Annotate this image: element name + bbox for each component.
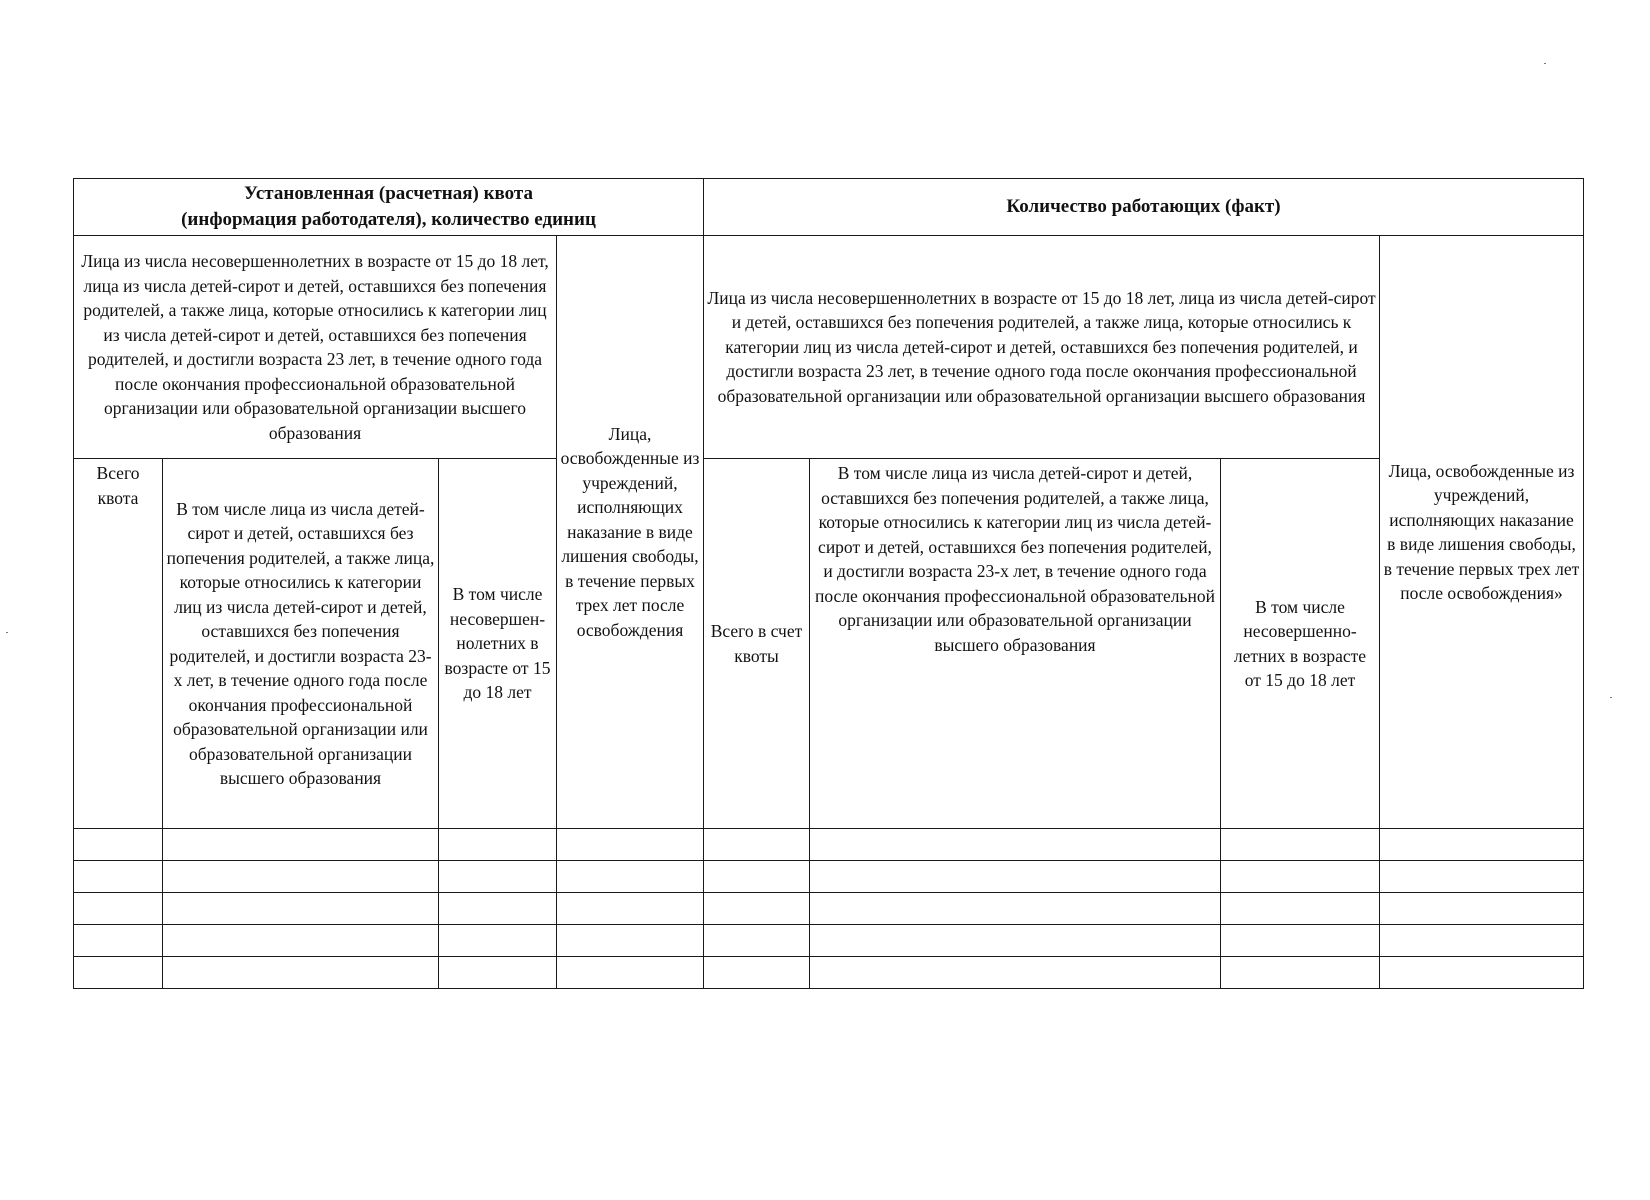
quota-released-cell: Лица, освобожденные из учреждений, исполняющих наказание в виде лишения свободы, в течение первых трех лет после освобождения [557,236,704,829]
table-cell[interactable] [1380,893,1584,925]
table-cell[interactable] [74,861,163,893]
table-cell[interactable] [704,829,810,861]
quota-orphans-cell: В том числе лица из числа детей-сирот и детей, оставшихся без попечения родителей, а также лица, которые относились к категории лиц из числа детей-сирот и детей, оставшихся без попечения родителей, и достигли возраста 23-х лет, в течение одного года после окончания профессиональной образовательной организации или образовательной организации высшего образования [163,459,439,829]
quota-minors-group-cell: Лица из числа несовершеннолетних в возрасте от 15 до 18 лет, лица из числа детей-сирот и детей, оставшихся без попечения родителей, а также лица, которые относились к категории лиц из числа детей-сирот и детей, оставшихся без попечения родителей, и достигли возраста 23 лет, в течение одного года после окончания профессиональной образовательной организации или образовательной организации высшего образования [74,236,557,459]
header-quota-line2: (информация работодателя), количество единиц [181,209,596,230]
table-cell[interactable] [810,893,1221,925]
table-row [74,925,1584,957]
header-row-2 [74,236,1584,459]
scan-speck [6,632,8,633]
table-cell[interactable] [557,829,704,861]
header-row-3 [74,459,1584,829]
table-cell[interactable] [163,957,439,989]
table-cell[interactable] [1380,957,1584,989]
table-cell[interactable] [1380,861,1584,893]
table-cell[interactable] [704,925,810,957]
table-cell[interactable] [439,861,557,893]
table-cell[interactable] [74,925,163,957]
table-cell[interactable] [439,829,557,861]
fact-released-cell: Лица, освобожденные из учреждений, исполняющих наказание в виде лишения свободы, в течение первых трех лет после освобождения» [1380,236,1584,829]
table-cell[interactable] [74,957,163,989]
table-cell[interactable] [1380,925,1584,957]
table-cell[interactable] [163,893,439,925]
fact-total-cell: Всего в счет квоты [704,459,810,829]
scan-speck [1544,63,1546,64]
table-cell[interactable] [74,829,163,861]
header-quota-line1: Установленная (расчетная) квота [243,183,534,204]
table-row [74,893,1584,925]
table-row [74,861,1584,893]
header-fact-cell: Количество работающих (факт) [704,179,1584,236]
fact-orphans-cell: В том числе лица из числа детей-сирот и детей, оставшихся без попечения родителей, а также лица, которые относились к категории лиц из числа детей-сирот и детей, оставшихся без попечения родителей, и достигли возраста 23-х лет, в течение одного года после окончания профессиональной образовательной организации или образовательной организации высшего образования [810,459,1221,829]
table-cell[interactable] [704,861,810,893]
table-cell[interactable] [1221,925,1380,957]
fact-minors-cell: В том числе несовершенно-летних в возрасте от 15 до 18 лет [1221,459,1380,829]
table-cell[interactable] [439,893,557,925]
table-cell[interactable] [1221,957,1380,989]
table-cell[interactable] [163,925,439,957]
table-cell[interactable] [810,925,1221,957]
table-cell[interactable] [1221,829,1380,861]
header-quota-cell [74,179,704,236]
quota-total-cell: Всего квота [74,459,163,829]
table-cell[interactable] [1221,893,1380,925]
table-cell[interactable] [557,861,704,893]
table-cell[interactable] [557,957,704,989]
table-cell[interactable] [163,861,439,893]
table-cell[interactable] [439,957,557,989]
quota-table [73,178,1584,989]
table-cell[interactable] [557,893,704,925]
table-cell[interactable] [1380,829,1584,861]
table-cell[interactable] [810,829,1221,861]
table-cell[interactable] [163,829,439,861]
header-row-1 [74,179,1584,236]
table-cell[interactable] [810,957,1221,989]
table-cell[interactable] [704,957,810,989]
table-cell[interactable] [810,861,1221,893]
table-cell[interactable] [1221,861,1380,893]
table-cell[interactable] [704,893,810,925]
table-cell[interactable] [439,925,557,957]
table-row [74,957,1584,989]
table-row [74,829,1584,861]
table-cell[interactable] [74,893,163,925]
quota-minors-cell: В том числе несовершен-нолетних в возрасте от 15 до 18 лет [439,459,557,829]
fact-minors-group-cell: Лица из числа несовершеннолетних в возрасте от 15 до 18 лет, лица из числа детей-сирот и детей, оставшихся без попечения родителей, а также лица, которые относились к категории лиц из числа детей-сирот и детей, оставшихся без попечения родителей, и достигли возраста 23 лет, в течение одного года после окончания профессиональной образовательной организации или образовательной организации высшего образования [704,236,1380,459]
scan-speck [1610,697,1612,698]
table-cell[interactable] [557,925,704,957]
